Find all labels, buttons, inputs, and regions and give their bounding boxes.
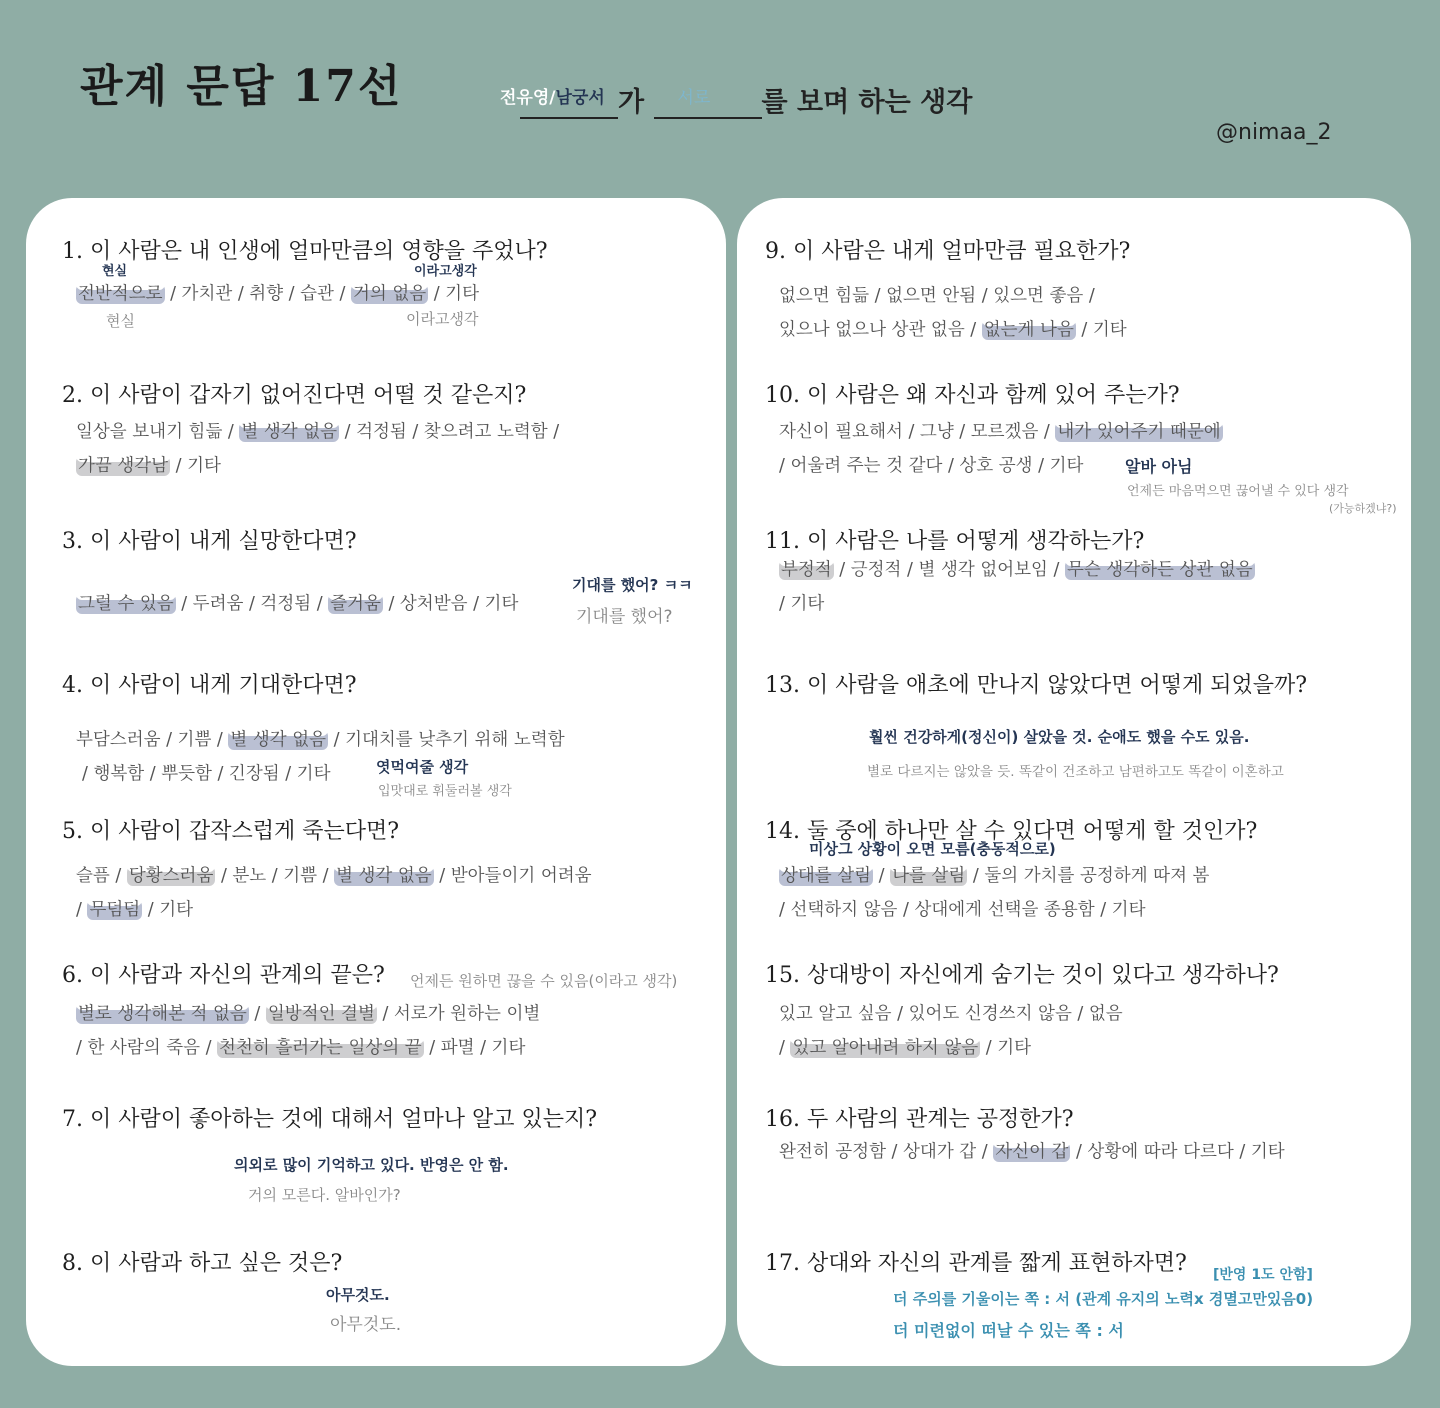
note-4a: 엿먹여줄 생각 bbox=[376, 758, 469, 776]
note-1c: 이라고생각 bbox=[414, 264, 477, 279]
options-2a: 일상을 보내기 힘듦 / 별 생각 없음 / 걱정됨 / 찾으려고 노력함 / bbox=[76, 422, 560, 442]
question-17: 17. 상대와 자신의 관계를 짧게 표현하자면? bbox=[765, 1251, 1187, 1276]
options-6b: / 한 사람의 죽음 / 천천히 흘러가는 일상의 끝 / 파멸 / 기타 bbox=[76, 1038, 526, 1058]
question-13: 13. 이 사람을 애초에 만나지 않았다면 어떻게 되었을까? bbox=[765, 673, 1308, 698]
options-15b: / 있고 알아내려 하지 않음 / 기타 bbox=[779, 1038, 1032, 1058]
options-3: 그럴 수 있음 / 두려움 / 걱정됨 / 즐거움 / 상처받음 / 기타 bbox=[78, 594, 519, 614]
options-4a: 부담스러움 / 기쁨 / 별 생각 없음 / 기대치를 낮추기 위해 노력함 bbox=[76, 730, 565, 750]
options-5b: / 무덤덤 / 기타 bbox=[76, 900, 194, 920]
note-8b: 아무것도. bbox=[330, 1315, 402, 1335]
options-14b: / 선택하지 않음 / 상대에게 선택을 종용함 / 기타 bbox=[779, 900, 1146, 920]
options-10a: 자신이 필요해서 / 그냥 / 모르겠음 / 내가 있어주기 때문에 bbox=[779, 422, 1221, 442]
question-1: 1. 이 사람은 내 인생에 얼마만큼의 영향을 주었나? bbox=[62, 239, 548, 264]
question-7: 7. 이 사람이 좋아하는 것에 대해서 얼마나 알고 있는지? bbox=[62, 1107, 598, 1132]
note-7a: 의외로 많이 기억하고 있다. 반영은 안 함. bbox=[234, 1156, 509, 1174]
note-10c: (가능하겠냐?) bbox=[1329, 502, 1397, 515]
options-11b: / 기타 bbox=[779, 594, 825, 614]
note-1a: 현실 bbox=[102, 264, 128, 279]
note-17c: 더 미련없이 떠날 수 있는 쪽 : 서 bbox=[893, 1321, 1124, 1340]
options-1: 전반적으로 / 가치관 / 취향 / 습관 / 거의 없음 / 기타 bbox=[78, 284, 479, 304]
subtitle-blank-1 bbox=[500, 87, 618, 119]
subtitle-blank-2 bbox=[654, 87, 762, 119]
question-4: 4. 이 사람이 내게 기대한다면? bbox=[62, 673, 357, 698]
options-16: 완전히 공정함 / 상대가 갑 / 자신이 갑 / 상황에 따라 다르다 / 기타 bbox=[779, 1142, 1285, 1162]
options-5a: 슬픔 / 당황스러움 / 분노 / 기쁨 / 별 생각 없음 / 받아들이기 어려움 bbox=[76, 866, 592, 886]
note-14a: 미상그 상황이 오면 모름(충동적으로) bbox=[809, 840, 1056, 858]
options-15a: 있고 알고 싶음 / 있어도 신경쓰지 않음 / 없음 bbox=[779, 1004, 1123, 1024]
subtitle-rest: 를 보며 하는 생각 bbox=[761, 87, 973, 118]
options-9a: 없으면 힘듦 / 없으면 안됨 / 있으면 좋음 / bbox=[779, 286, 1095, 306]
options-10b: / 어울려 주는 것 같다 / 상호 공생 / 기타 bbox=[779, 456, 1084, 476]
options-4b: / 행복함 / 뿌듯함 / 긴장됨 / 기타 bbox=[82, 764, 331, 784]
question-5: 5. 이 사람이 갑작스럽게 죽는다면? bbox=[62, 819, 400, 844]
note-17a: [반영 1도 안함] bbox=[1213, 1267, 1313, 1283]
options-6a: 별로 생각해본 적 없음 / 일방적인 결별 / 서로가 원하는 이별 bbox=[78, 1004, 541, 1024]
options-2b: 가끔 생각남 / 기타 bbox=[78, 456, 221, 476]
options-9b: 있으나 없으나 상관 없음 / 없는게 나음 / 기타 bbox=[779, 320, 1127, 340]
right-card bbox=[737, 198, 1411, 1366]
left-card bbox=[26, 198, 726, 1366]
note-8a: 아무것도. bbox=[326, 1286, 390, 1304]
question-10: 10. 이 사람은 왜 자신과 함께 있어 주는가? bbox=[765, 383, 1180, 408]
question-9: 9. 이 사람은 내게 얼마만큼 필요한가? bbox=[765, 239, 1131, 264]
author-handle: @nimaa_2 bbox=[1216, 120, 1332, 145]
note-6a: 언제든 원하면 끊을 수 있음(이라고 생각) bbox=[410, 972, 678, 990]
question-8: 8. 이 사람과 하고 싶은 것은? bbox=[62, 1251, 343, 1276]
note-7b: 거의 모른다. 알바인가? bbox=[248, 1186, 401, 1204]
note-13b: 별로 다르지는 않았을 듯. 똑같이 건조하고 남편하고도 똑같이 이혼하고 bbox=[867, 764, 1284, 780]
question-11: 11. 이 사람은 나를 어떻게 생각하는가? bbox=[765, 529, 1145, 554]
question-6: 6. 이 사람과 자신의 관계의 끝은? bbox=[62, 963, 385, 988]
subtitle-particle: 가 bbox=[618, 87, 645, 118]
question-3: 3. 이 사람이 내게 실망한다면? bbox=[62, 529, 357, 554]
question-15: 15. 상대방이 자신에게 숨기는 것이 있다고 생각하나? bbox=[765, 963, 1279, 988]
question-16: 16. 두 사람의 관계는 공정한가? bbox=[765, 1107, 1074, 1132]
note-1d: 이라고생각 bbox=[406, 310, 479, 328]
question-14: 14. 둘 중에 하나만 살 수 있다면 어떻게 할 것인가? bbox=[765, 819, 1258, 844]
options-11a: 부정적 / 긍정적 / 별 생각 없어보임 / 무슨 생각하든 상관 없음 bbox=[781, 560, 1253, 580]
note-13a: 훨씬 건강하게(정신이) 살았을 것. 순애도 했을 수도 있음. bbox=[869, 728, 1250, 746]
options-14a: 상대를 살림 / 나를 살림 / 둘의 가치를 공정하게 따져 봄 bbox=[781, 866, 1210, 886]
note-4b: 입맛대로 휘둘러볼 생각 bbox=[378, 784, 512, 799]
blank-2-fill: 서로 bbox=[677, 88, 711, 108]
note-3a: 기대를 했어? ㅋㅋ bbox=[572, 576, 693, 594]
question-2: 2. 이 사람이 갑자기 없어진다면 어떨 것 같은지? bbox=[62, 383, 527, 408]
note-10b: 언제든 마음먹으면 끊어낼 수 있다 생각 bbox=[1127, 484, 1349, 499]
note-10a: 알바 아님 bbox=[1125, 457, 1193, 476]
note-1b: 현실 bbox=[106, 312, 135, 330]
note-3b: 기대를 했어? bbox=[576, 607, 673, 627]
note-17b: 더 주의를 기울이는 쪽 : 서 (관계 유지의 노력x 경멸고만있음0) bbox=[893, 1290, 1314, 1308]
subtitle bbox=[500, 80, 973, 119]
blank-1-fill: 전유영/남궁서 bbox=[500, 88, 605, 108]
page-title: 관계 문답 17선 bbox=[80, 61, 403, 112]
